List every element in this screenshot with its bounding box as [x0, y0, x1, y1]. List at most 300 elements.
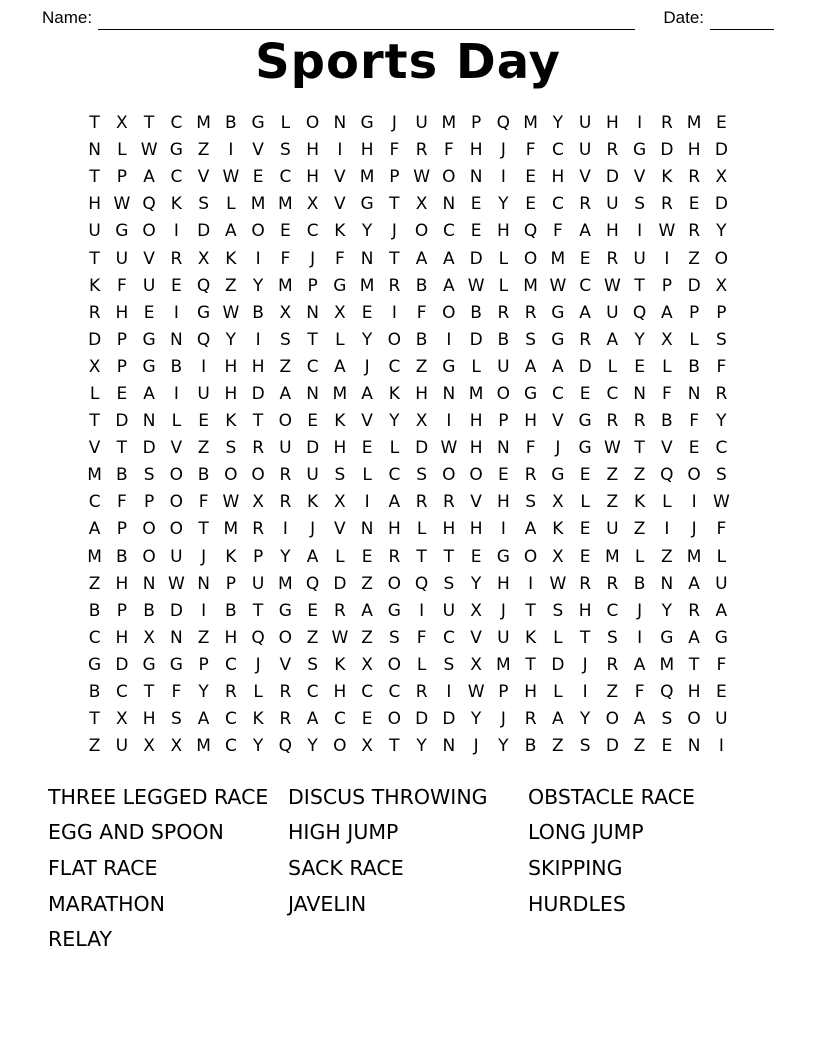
- grid-letter: H: [224, 627, 238, 648]
- grid-letter: T: [143, 113, 155, 134]
- grid-letter: K: [661, 167, 673, 188]
- grid-letter: S: [661, 709, 673, 730]
- grid-letter: I: [419, 600, 425, 621]
- grid-letter: T: [443, 546, 455, 567]
- grid-letter: I: [500, 519, 506, 540]
- grid-letter: G: [142, 356, 156, 377]
- grid-letter: K: [334, 411, 346, 432]
- grid-letter: J: [364, 356, 370, 377]
- grid-letter: R: [224, 682, 237, 703]
- grid-letter: F: [716, 519, 727, 540]
- grid-letter: I: [691, 492, 697, 513]
- grid-letter: D: [660, 140, 674, 161]
- grid-letter: Z: [633, 736, 646, 757]
- grid-letter: Y: [280, 546, 291, 567]
- grid-letter: A: [524, 356, 537, 377]
- grid-letter: X: [143, 736, 155, 757]
- grid-letter: G: [660, 627, 674, 648]
- grid-letter: H: [442, 519, 456, 540]
- grid-letter: W: [413, 167, 431, 188]
- grid-letter: S: [388, 627, 400, 648]
- grid-letter: P: [716, 302, 727, 323]
- grid-letter: R: [333, 600, 346, 621]
- word-list-item: RELAY: [48, 927, 113, 952]
- grid-letter: Z: [197, 140, 210, 161]
- grid-letter: O: [442, 302, 456, 323]
- grid-letter: W: [167, 573, 185, 594]
- grid-letter: X: [661, 329, 673, 350]
- grid-letter: Q: [632, 302, 647, 323]
- word-list-item: LONG JUMP: [528, 820, 644, 845]
- grid-letter: U: [279, 438, 292, 459]
- grid-letter: X: [252, 492, 264, 513]
- grid-letter: O: [387, 709, 402, 730]
- grid-letter: I: [173, 302, 179, 323]
- grid-letter: N: [142, 573, 156, 594]
- grid-letter: K: [552, 519, 564, 540]
- grid-letter: V: [361, 411, 373, 432]
- grid-letter: K: [307, 492, 319, 513]
- grid-letter: U: [306, 465, 319, 486]
- grid-letter: R: [252, 519, 265, 540]
- grid-letter: F: [689, 411, 700, 432]
- grid-letter: C: [551, 383, 564, 404]
- grid-letter: F: [552, 221, 563, 242]
- grid-letter: O: [523, 546, 538, 567]
- grid-letter: G: [442, 356, 456, 377]
- grid-letter: C: [224, 709, 237, 730]
- grid-letter: A: [143, 383, 155, 404]
- grid-letter: A: [524, 519, 537, 540]
- grid-letter: B: [170, 356, 183, 377]
- grid-letter: M: [250, 194, 266, 215]
- grid-letter: G: [142, 329, 156, 350]
- grid-letter: O: [387, 573, 402, 594]
- grid-letter: B: [143, 600, 155, 621]
- grid-letter: A: [606, 329, 619, 350]
- grid-letter: G: [360, 194, 374, 215]
- grid-letter: J: [391, 113, 397, 134]
- grid-letter: N: [660, 573, 674, 594]
- grid-letter: Z: [552, 736, 564, 757]
- grid-letter: H: [224, 356, 238, 377]
- grid-letter: R: [606, 573, 619, 594]
- grid-letter: C: [551, 140, 564, 161]
- grid-letter: R: [524, 465, 537, 486]
- grid-letter: M: [196, 736, 211, 757]
- grid-letter: M: [278, 194, 293, 215]
- grid-letter: Y: [661, 600, 673, 621]
- grid-letter: F: [198, 492, 209, 513]
- grid-letter: O: [387, 329, 402, 350]
- grid-letter: H: [469, 519, 483, 540]
- grid-letter: O: [305, 113, 320, 134]
- grid-letter: R: [279, 492, 292, 513]
- grid-letter: K: [225, 411, 237, 432]
- grid-letter: H: [496, 221, 510, 242]
- grid-letter: A: [715, 600, 728, 621]
- grid-letter: K: [252, 709, 264, 730]
- grid-letter: Z: [361, 573, 373, 594]
- grid-letter: E: [525, 167, 536, 188]
- grid-letter: H: [415, 383, 429, 404]
- word-search-grid: [81, 110, 735, 760]
- grid-letter: V: [661, 438, 673, 459]
- grid-letter: G: [169, 654, 183, 675]
- grid-letter: O: [169, 519, 184, 540]
- grid-letter: O: [442, 167, 456, 188]
- grid-letter: H: [687, 140, 701, 161]
- grid-letter: P: [225, 573, 236, 594]
- grid-letter: T: [307, 329, 318, 350]
- grid-letter: B: [225, 113, 237, 134]
- grid-letter: E: [171, 275, 182, 296]
- grid-letter: Q: [660, 682, 674, 703]
- grid-letter: P: [498, 411, 509, 432]
- grid-letter: X: [306, 194, 319, 215]
- grid-letter: P: [688, 302, 700, 323]
- grid-letter: N: [306, 302, 319, 323]
- grid-letter: Q: [278, 736, 293, 757]
- grid-letter: U: [578, 113, 592, 134]
- grid-letter: H: [224, 383, 238, 404]
- grid-letter: D: [142, 438, 156, 459]
- grid-letter: S: [225, 438, 237, 459]
- grid-letter: G: [278, 600, 292, 621]
- grid-letter: X: [552, 492, 564, 513]
- grid-letter: B: [88, 682, 101, 703]
- grid-letter: N: [142, 411, 156, 432]
- grid-letter: E: [307, 600, 318, 621]
- grid-letter: I: [582, 682, 588, 703]
- grid-letter: R: [660, 113, 673, 134]
- grid-letter: S: [143, 465, 155, 486]
- grid-letter: S: [634, 194, 646, 215]
- grid-letter: J: [637, 600, 643, 621]
- grid-letter: H: [251, 356, 265, 377]
- grid-letter: Y: [307, 736, 318, 757]
- grid-letter: D: [115, 411, 129, 432]
- grid-letter: O: [496, 383, 511, 404]
- grid-letter: V: [279, 654, 292, 675]
- grid-letter: B: [252, 302, 264, 323]
- grid-letter: E: [361, 302, 373, 323]
- grid-letter: E: [116, 383, 128, 404]
- grid-letter: R: [524, 302, 537, 323]
- word-list-column: [48, 779, 288, 957]
- grid-letter: A: [306, 709, 319, 730]
- grid-letter: H: [524, 682, 538, 703]
- grid-letter: L: [662, 492, 672, 513]
- date-blank-line: [710, 11, 774, 30]
- grid-letter: O: [469, 465, 483, 486]
- grid-letter: E: [252, 167, 264, 188]
- grid-letter: I: [718, 736, 724, 757]
- grid-letter: X: [715, 275, 728, 296]
- grid-letter: E: [579, 383, 591, 404]
- grid-letter: F: [716, 356, 727, 377]
- grid-letter: H: [687, 682, 701, 703]
- grid-letter: L: [280, 113, 291, 134]
- grid-letter: M: [441, 113, 457, 134]
- grid-letter: B: [415, 275, 428, 296]
- grid-letter: D: [578, 356, 592, 377]
- grid-letter: C: [279, 167, 292, 188]
- grid-letter: J: [500, 600, 506, 621]
- grid-letter: T: [688, 654, 700, 675]
- grid-letter: I: [337, 140, 343, 161]
- grid-letter: Z: [688, 248, 700, 269]
- grid-letter: T: [89, 113, 100, 134]
- grid-letter: D: [469, 329, 483, 350]
- grid-letter: I: [637, 113, 643, 134]
- grid-letter: A: [579, 221, 591, 242]
- grid-letter: X: [279, 302, 292, 323]
- grid-letter: K: [89, 275, 101, 296]
- grid-letter: K: [334, 654, 346, 675]
- grid-letter: U: [578, 140, 592, 161]
- grid-letter: D: [306, 438, 320, 459]
- grid-letter: D: [197, 221, 211, 242]
- grid-letter: W: [603, 438, 621, 459]
- grid-letter: T: [89, 411, 100, 432]
- grid-letter: Z: [306, 627, 319, 648]
- grid-letter: X: [415, 194, 428, 215]
- header-row: [42, 8, 774, 30]
- grid-letter: S: [170, 709, 182, 730]
- grid-letter: D: [88, 329, 102, 350]
- grid-letter: E: [688, 194, 700, 215]
- grid-letter: J: [500, 140, 506, 161]
- word-list-item: HURDLES: [528, 891, 626, 916]
- grid-letter: S: [443, 573, 455, 594]
- grid-letter: C: [224, 736, 237, 757]
- grid-letter: S: [198, 194, 210, 215]
- grid-letter: E: [361, 709, 373, 730]
- grid-letter: L: [117, 140, 127, 161]
- grid-letter: R: [88, 302, 101, 323]
- grid-letter: A: [361, 383, 373, 404]
- grid-letter: Q: [142, 194, 156, 215]
- grid-letter: C: [333, 709, 346, 730]
- grid-letter: C: [388, 682, 401, 703]
- grid-letter: Q: [414, 573, 429, 594]
- grid-letter: D: [714, 194, 728, 215]
- grid-letter: X: [334, 492, 346, 513]
- grid-letter: L: [662, 356, 672, 377]
- grid-letter: G: [578, 438, 592, 459]
- grid-letter: V: [334, 194, 346, 215]
- grid-letter: N: [170, 329, 183, 350]
- grid-letter: L: [689, 329, 699, 350]
- grid-letter: A: [688, 573, 700, 594]
- grid-letter: H: [333, 682, 347, 703]
- grid-letter: C: [88, 627, 101, 648]
- grid-letter: F: [116, 492, 127, 513]
- grid-letter: A: [361, 600, 373, 621]
- grid-letter: R: [688, 600, 701, 621]
- grid-letter: P: [116, 356, 127, 377]
- grid-letter: M: [496, 654, 511, 675]
- grid-letter: H: [578, 600, 592, 621]
- grid-letter: O: [278, 627, 293, 648]
- grid-letter: T: [389, 736, 400, 757]
- grid-letter: K: [334, 221, 346, 242]
- grid-letter: F: [389, 140, 400, 161]
- grid-letter: A: [143, 167, 155, 188]
- grid-letter: A: [334, 356, 346, 377]
- grid-letter: X: [116, 113, 128, 134]
- grid-letter: M: [686, 546, 702, 567]
- name-field-group: [42, 8, 663, 30]
- date-label: Date:: [663, 8, 704, 27]
- grid-letter: I: [364, 492, 370, 513]
- grid-letter: U: [715, 709, 728, 730]
- grid-letter: U: [715, 573, 728, 594]
- grid-letter: X: [552, 546, 564, 567]
- grid-letter: R: [497, 302, 510, 323]
- grid-letter: R: [715, 383, 728, 404]
- grid-letter: M: [87, 465, 102, 486]
- grid-letter: M: [359, 167, 375, 188]
- grid-letter: C: [551, 194, 564, 215]
- grid-letter: C: [361, 682, 374, 703]
- grid-letter: R: [442, 492, 455, 513]
- grid-letter: L: [253, 682, 263, 703]
- grid-letter: B: [116, 546, 128, 567]
- grid-letter: E: [716, 113, 727, 134]
- grid-letter: R: [579, 573, 592, 594]
- grid-letter: I: [201, 600, 207, 621]
- grid-letter: I: [391, 302, 397, 323]
- grid-letter: C: [388, 356, 401, 377]
- grid-letter: P: [470, 113, 482, 134]
- grid-letter: O: [142, 519, 156, 540]
- grid-letter: G: [551, 329, 565, 350]
- grid-letter: H: [306, 140, 320, 161]
- grid-letter: N: [360, 519, 374, 540]
- grid-letter: R: [170, 248, 183, 269]
- grid-letter: U: [197, 383, 210, 404]
- grid-letter: V: [552, 411, 564, 432]
- grid-letter: H: [333, 438, 347, 459]
- grid-letter: H: [496, 492, 510, 513]
- grid-letter: G: [360, 113, 374, 134]
- grid-letter: X: [88, 356, 101, 377]
- grid-letter: P: [661, 275, 672, 296]
- grid-letter: Z: [415, 356, 428, 377]
- grid-letter: U: [606, 302, 619, 323]
- grid-letter: N: [442, 194, 456, 215]
- grid-letter: B: [688, 356, 700, 377]
- grid-letter: O: [278, 411, 293, 432]
- grid-letter: T: [89, 709, 100, 730]
- grid-letter: D: [687, 275, 701, 296]
- grid-letter: B: [197, 465, 210, 486]
- date-field-group: [663, 8, 774, 30]
- grid-letter: M: [523, 113, 538, 134]
- grid-letter: M: [359, 275, 375, 296]
- grid-letter: V: [143, 248, 155, 269]
- grid-letter: Y: [716, 411, 727, 432]
- grid-letter: L: [553, 682, 563, 703]
- grid-letter: E: [688, 438, 700, 459]
- grid-letter: E: [579, 465, 591, 486]
- grid-letter: Y: [498, 194, 509, 215]
- grid-letter: J: [391, 221, 397, 242]
- grid-letter: S: [334, 465, 346, 486]
- grid-letter: V: [470, 492, 482, 513]
- grid-letter: C: [579, 275, 592, 296]
- grid-letter: A: [688, 627, 700, 648]
- grid-letter: M: [278, 275, 293, 296]
- grid-letter: N: [88, 140, 101, 161]
- grid-letter: G: [578, 411, 592, 432]
- grid-letter: E: [307, 411, 318, 432]
- grid-letter: N: [333, 113, 347, 134]
- grid-letter: A: [225, 221, 237, 242]
- grid-letter: A: [633, 654, 646, 675]
- grid-letter: L: [226, 194, 236, 215]
- grid-letter: W: [467, 275, 485, 296]
- page-title: Sports Day: [255, 34, 561, 90]
- grid-letter: A: [443, 275, 455, 296]
- grid-letter: Z: [606, 465, 619, 486]
- grid-letter: V: [579, 167, 591, 188]
- grid-letter: S: [279, 329, 291, 350]
- grid-letter: E: [143, 302, 155, 323]
- grid-letter: N: [497, 438, 510, 459]
- grid-letter: J: [255, 654, 261, 675]
- grid-letter: I: [500, 167, 506, 188]
- grid-letter: P: [198, 654, 209, 675]
- grid-letter: U: [170, 546, 183, 567]
- grid-letter: T: [525, 600, 536, 621]
- grid-letter: F: [443, 140, 454, 161]
- grid-letter: A: [306, 546, 319, 567]
- word-list-column: [528, 779, 768, 957]
- grid-letter: T: [252, 411, 264, 432]
- grid-letter: M: [87, 546, 102, 567]
- grid-letter: N: [197, 573, 210, 594]
- grid-letter: B: [633, 573, 646, 594]
- grid-letter: E: [579, 546, 591, 567]
- grid-letter: T: [416, 546, 427, 567]
- grid-letter: I: [664, 519, 670, 540]
- grid-letter: U: [606, 519, 619, 540]
- grid-letter: D: [415, 709, 429, 730]
- grid-letter: P: [116, 167, 127, 188]
- grid-letter: A: [579, 302, 591, 323]
- grid-letter: O: [142, 221, 156, 242]
- grid-letter: R: [633, 411, 646, 432]
- word-list-item: DISCUS THROWING: [288, 784, 488, 809]
- grid-letter: C: [442, 627, 455, 648]
- grid-letter: R: [279, 682, 292, 703]
- grid-letter: P: [252, 546, 264, 567]
- grid-letter: W: [222, 492, 240, 513]
- grid-letter: C: [388, 465, 401, 486]
- grid-letter: R: [606, 140, 619, 161]
- grid-letter: G: [714, 627, 728, 648]
- grid-letter: J: [691, 519, 697, 540]
- grid-letter: U: [606, 194, 619, 215]
- grid-letter: I: [201, 356, 207, 377]
- grid-letter: K: [225, 546, 237, 567]
- grid-letter: U: [497, 627, 510, 648]
- grid-letter: M: [659, 654, 675, 675]
- grid-letter: Z: [361, 627, 373, 648]
